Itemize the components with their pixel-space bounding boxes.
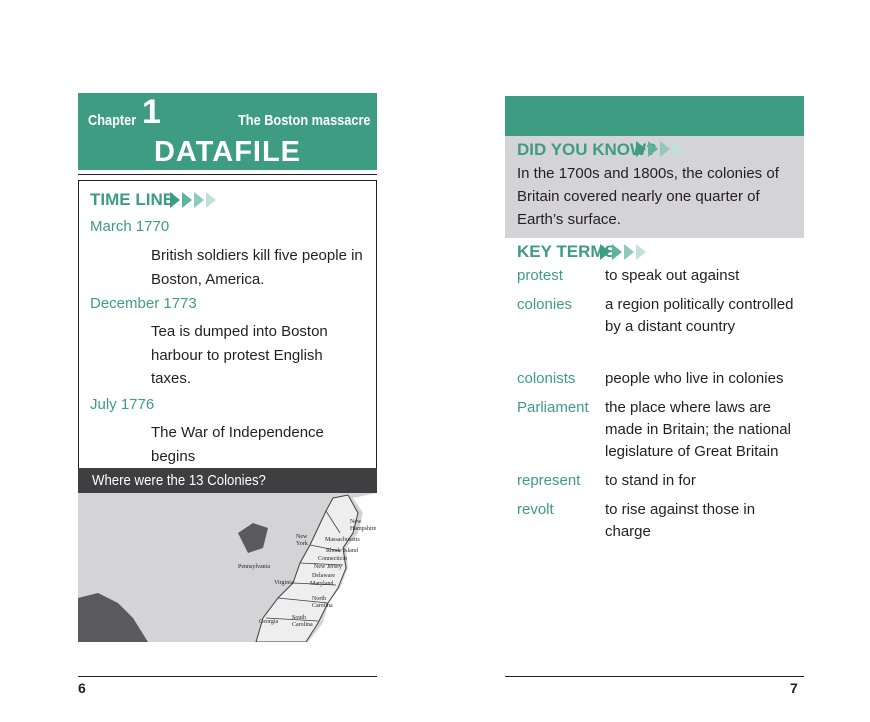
- page-number: 6: [78, 680, 86, 696]
- map-label: Georgia: [259, 619, 279, 625]
- footer-divider: [78, 676, 377, 677]
- arrows-icon: [636, 141, 684, 157]
- map-label: Massachusetts: [325, 537, 360, 543]
- key-term-definition: the place where laws are made in Britain; the national legislature of Great Britain: [605, 399, 791, 460]
- timeline-text: British soldiers kill five people in Boston, America.: [151, 247, 363, 288]
- header-banner: [505, 96, 804, 136]
- map-label: Maryland: [310, 581, 334, 587]
- map-label: New Hampshire: [350, 519, 377, 532]
- chapter-number: 1: [142, 93, 161, 131]
- colonies-map: [78, 493, 377, 642]
- divider: [78, 174, 377, 175]
- timeline-date: July 1776: [90, 396, 155, 413]
- map-label: New Jersey: [314, 564, 342, 570]
- map-label: Pennsylvania: [238, 564, 270, 570]
- footer-divider: [505, 676, 804, 677]
- key-term: revolt: [517, 501, 554, 518]
- map-label: Delaware: [312, 573, 335, 579]
- arrows-icon: [170, 192, 218, 208]
- key-term: colonists: [517, 370, 576, 387]
- map-label: North Carolina: [312, 596, 333, 609]
- timeline-date: December 1773: [90, 295, 197, 312]
- map-title: Where were the 13 Colonies?: [92, 472, 266, 489]
- timeline-text: The War of Independence begins: [151, 424, 324, 465]
- key-term-definition: a region politically controlled by a distant country: [605, 296, 794, 335]
- did-you-know-heading: DID YOU KNOW?: [517, 140, 657, 159]
- key-term-definition: to stand in for: [605, 472, 696, 489]
- key-term-definition: to speak out against: [605, 267, 740, 284]
- key-term: represent: [517, 472, 581, 489]
- map-label: South Carolina: [292, 615, 313, 628]
- map-label: New York: [296, 534, 308, 547]
- key-term-definition: to rise against those in charge: [605, 501, 756, 540]
- key-term: Parliament: [517, 399, 589, 416]
- timeline-text: Tea is dumped into Boston harbour to protest English taxes.: [151, 323, 328, 387]
- datafile-title: DATAFILE: [153, 136, 302, 168]
- key-term-definition: people who live in colonies: [605, 370, 784, 387]
- map-label: Connecticut: [318, 556, 347, 562]
- key-term: protest: [517, 267, 563, 284]
- key-terms-heading: KEY TERMS: [517, 242, 616, 261]
- timeline-heading: TIME LINE: [90, 190, 175, 209]
- timeline-heading-row: [90, 190, 174, 210]
- did-you-know-text: In the 1700s and 1800s, the colonies of Britain covered nearly one quarter of Earth’s surface.: [517, 165, 779, 228]
- key-term: colonies: [517, 296, 573, 313]
- chapter-label: Chapter: [88, 112, 137, 129]
- map-label: Rhode Island: [326, 548, 358, 554]
- chapter-title: The Boston massacre: [238, 112, 371, 129]
- page-number: 7: [790, 680, 798, 696]
- map-label: Virginia: [274, 580, 294, 586]
- arrows-icon: [600, 244, 648, 260]
- timeline-date: March 1770: [90, 218, 170, 235]
